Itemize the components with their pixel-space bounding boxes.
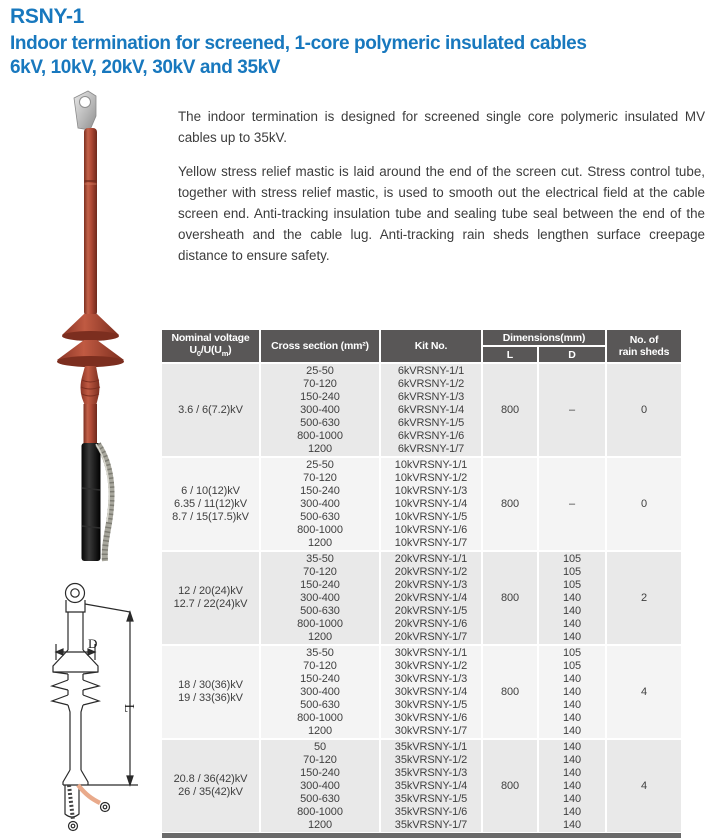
table-group [162, 364, 681, 456]
dim-d-cell-line: 105 [562, 659, 582, 672]
voltage-cell [162, 552, 259, 644]
cross-section-cell-line: 500-630 [300, 416, 340, 429]
col-header-dimensions: Dimensions(mm) [483, 330, 605, 345]
kit-no-cell-line: 20kVRSNY-1/2 [394, 565, 468, 578]
voltage-cell-line: 6.35 / 11(12)kV [174, 497, 247, 510]
kit-no-cell-line: 10kVRSNY-1/2 [394, 471, 468, 484]
kit-no-cell-line: 30kVRSNY-1/2 [394, 659, 468, 672]
kit-no-cell-line: 30kVRSNY-1/7 [394, 724, 468, 737]
rain-sheds-cell-line: 4 [640, 779, 648, 792]
rain-sheds-header-line1: No. of [629, 334, 659, 346]
kit-no-cell-line: 6kVRSNY-1/7 [397, 442, 465, 455]
cross-section-cell-line: 800-1000 [297, 711, 343, 724]
cross-section-cell [261, 740, 379, 832]
col-header-rain-sheds [607, 330, 681, 362]
dim-d-cell [539, 458, 605, 550]
voltage-header-line2: $U_0/U(U_m)$ [189, 343, 232, 359]
cross-section-cell-line: 800-1000 [297, 523, 343, 536]
kit-no-cell-line: 30kVRSNY-1/6 [394, 711, 468, 724]
dim-l-cell-line: 800 [500, 779, 520, 792]
kit-no-cell-line: 20kVRSNY-1/7 [394, 630, 468, 643]
kit-no-cell-line: 6kVRSNY-1/5 [397, 416, 465, 429]
description-paragraph-2: Yellow stress relief mastic is laid around the end of the screen cut. Stress control tube, together with stress relief mastic, is used to smooth out the electrical field at the cable screen end. Anti-tracking insulation tube and sealing tube seal between the end of the oversheath and the cable lug. Anti-tracking rain sheds lengthen surface creepage distance to ensure safety. [178, 164, 705, 263]
cross-section-cell-line: 1200 [307, 724, 333, 737]
voltage-cell-line: 3.6 / 6(7.2)kV [178, 403, 243, 416]
kit-no-cell-line: 10kVRSNY-1/7 [394, 536, 468, 549]
dim-d-cell-line: 140 [562, 818, 582, 831]
drawing-dim-d-label: D [88, 636, 98, 651]
dim-d-cell-line: 140 [562, 779, 582, 792]
kit-no-cell [381, 458, 481, 550]
cross-section-cell [261, 552, 379, 644]
kit-no-cell-line: 6kVRSNY-1/4 [397, 403, 465, 416]
dim-d-cell-line: 140 [562, 753, 582, 766]
cross-section-cell-line: 150-240 [300, 390, 340, 403]
kit-no-cell-line: 20kVRSNY-1/1 [394, 552, 468, 565]
cross-section-cell-line: 1200 [307, 630, 333, 643]
photo-rain-sheds [57, 314, 124, 367]
cross-section-cell-line: 70-120 [303, 565, 337, 578]
kit-no-cell-line: 10kVRSNY-1/4 [394, 497, 468, 510]
kit-no-cell-line: 10kVRSNY-1/5 [394, 510, 468, 523]
voltage-cell-line: 18 / 30(36)kV [178, 679, 243, 691]
dim-l-cell [483, 458, 537, 550]
cross-section-cell-line: 500-630 [300, 510, 340, 523]
dim-d-cell-line: – [568, 497, 576, 510]
voltage-header-line1: Nominal voltage [171, 331, 250, 344]
col-header-dim-l: L [483, 347, 537, 362]
table-bottom-bar [162, 833, 681, 838]
kit-no-cell-line: 6kVRSNY-1/1 [397, 364, 465, 377]
cross-section-cell-line: 70-120 [303, 659, 337, 672]
kit-no-cell-line: 10kVRSNY-1/3 [394, 484, 468, 497]
dim-d-cell [539, 552, 605, 644]
page-title-line2: 6kV, 10kV, 20kV, 30kV and 35kV [10, 57, 281, 78]
kit-no-cell-line: 20kVRSNY-1/4 [394, 591, 468, 604]
kit-no-cell [381, 646, 481, 738]
cross-section-cell-line: 800-1000 [297, 429, 343, 442]
kit-no-cell-line: 35kVRSNY-1/5 [394, 792, 468, 805]
dim-d-cell-line: 140 [562, 685, 582, 698]
cross-section-cell [261, 364, 379, 456]
kit-no-cell-line: 10kVRSNY-1/1 [394, 458, 468, 471]
rain-sheds-cell [607, 646, 681, 738]
dim-l-cell-line: 800 [500, 591, 520, 604]
cross-section-cell [261, 458, 379, 550]
dimension-drawing-graphic [16, 582, 166, 838]
col-header-dimensions-group [483, 330, 605, 362]
rain-sheds-cell [607, 740, 681, 832]
col-header-dim-d: D [539, 347, 605, 362]
dim-d-cell-line: 140 [562, 617, 582, 630]
rain-sheds-cell-line: 0 [640, 403, 648, 416]
rain-sheds-cell [607, 458, 681, 550]
col-header-cross-section: Cross section (mm²) [261, 330, 379, 362]
cross-section-cell-line: 1200 [307, 818, 333, 831]
cross-section-cell-line: 800-1000 [297, 805, 343, 818]
dim-d-cell-line: 140 [562, 805, 582, 818]
dim-d-cell-line: 105 [562, 578, 582, 591]
kit-no-cell [381, 552, 481, 644]
rain-sheds-cell-line: 4 [640, 685, 648, 698]
table-group [162, 646, 681, 738]
photo-cable-lug [74, 91, 96, 130]
rain-sheds-header-line2: rain sheds [618, 346, 670, 358]
termination-dimension-drawing [16, 582, 166, 838]
cross-section-cell-line: 150-240 [300, 766, 340, 779]
kit-no-cell-line: 35kVRSNY-1/6 [394, 805, 468, 818]
voltage-cell-line: 8.7 / 15(17.5)kV [172, 510, 249, 523]
dim-d-cell-line: 140 [562, 766, 582, 779]
voltage-cell-line: 6 / 10(12)kV [181, 484, 240, 497]
dim-d-cell-line: 105 [562, 646, 582, 659]
cross-section-cell-line: 500-630 [300, 604, 340, 617]
kit-no-cell [381, 740, 481, 832]
selection-table [162, 330, 681, 838]
dim-l-cell [483, 646, 537, 738]
kit-no-cell-line: 30kVRSNY-1/5 [394, 698, 468, 711]
kit-no-cell [381, 364, 481, 456]
rain-sheds-cell-line: 0 [640, 497, 648, 510]
cross-section-cell-line: 35-50 [306, 646, 334, 659]
rain-sheds-cell [607, 364, 681, 456]
dim-d-cell [539, 646, 605, 738]
dim-d-cell-line: 140 [562, 604, 582, 617]
drawing-dim-l [85, 604, 138, 785]
cross-section-cell-line: 35-50 [306, 552, 334, 565]
cross-section-cell-line: 1200 [307, 442, 333, 455]
cross-section-cell-line: 300-400 [300, 779, 340, 792]
voltage-cell-line: 20.8 / 36(42)kV [173, 773, 248, 785]
description-paragraph-1: The indoor termination is designed for screened single core polymeric insulated MV cables up to 35kV. [178, 109, 705, 145]
cross-section-cell-line: 70-120 [303, 753, 337, 766]
dim-l-cell [483, 552, 537, 644]
voltage-cell-line: 26 / 35(42)kV [178, 786, 243, 798]
cross-section-cell [261, 646, 379, 738]
voltage-cell-line: 12 / 20(24)kV [178, 585, 243, 597]
table-group [162, 552, 681, 644]
voltage-cell [162, 740, 259, 832]
kit-no-cell-line: 20kVRSNY-1/5 [394, 604, 468, 617]
dim-l-cell-line: 800 [500, 685, 520, 698]
kit-no-cell-line: 35kVRSNY-1/4 [394, 779, 468, 792]
table-body [162, 364, 681, 832]
cross-section-cell-line: 300-400 [300, 685, 340, 698]
kit-no-cell-line: 30kVRSNY-1/4 [394, 685, 468, 698]
voltage-cell [162, 646, 259, 738]
dim-d-cell [539, 740, 605, 832]
dim-d-cell-line: 140 [562, 711, 582, 724]
cross-section-cell-line: 800-1000 [297, 617, 343, 630]
kit-no-cell-line: 6kVRSNY-1/3 [397, 390, 465, 403]
kit-no-cell-line: 10kVRSNY-1/6 [394, 523, 468, 536]
cross-section-cell-line: 300-400 [300, 497, 340, 510]
dim-l-cell-line: 800 [500, 497, 520, 510]
rain-sheds-cell-line: 2 [640, 591, 648, 604]
product-code: RSNY-1 [10, 5, 85, 28]
kit-no-cell-line: 30kVRSNY-1/1 [394, 646, 468, 659]
dim-l-cell [483, 364, 537, 456]
col-header-nominal-voltage [162, 330, 259, 362]
kit-no-cell-line: 35kVRSNY-1/7 [394, 818, 468, 831]
kit-no-cell-line: 20kVRSNY-1/6 [394, 617, 468, 630]
dim-d-cell [539, 364, 605, 456]
termination-photo-graphic [30, 88, 160, 563]
table-group [162, 458, 681, 550]
kit-no-cell-line: 35kVRSNY-1/2 [394, 753, 468, 766]
dim-l-cell-line: 800 [500, 403, 520, 416]
photo-cable-and-braid [82, 443, 112, 561]
dim-d-cell-line: 140 [562, 740, 582, 753]
dim-d-cell-line: 105 [562, 552, 582, 565]
kit-no-cell-line: 35kVRSNY-1/1 [394, 740, 468, 753]
kit-no-cell-line: 35kVRSNY-1/3 [394, 766, 468, 779]
dim-d-cell-line: – [568, 403, 576, 416]
cross-section-cell-line: 50 [313, 740, 327, 753]
dim-d-cell-line: 105 [562, 565, 582, 578]
rain-sheds-cell [607, 552, 681, 644]
product-description [178, 106, 705, 279]
cross-section-cell-line: 25-50 [306, 458, 334, 471]
kit-no-cell-line: 6kVRSNY-1/6 [397, 429, 465, 442]
cross-section-cell-line: 150-240 [300, 578, 340, 591]
voltage-cell [162, 458, 259, 550]
photo-insulation-tube [84, 128, 97, 316]
termination-product-photo [30, 88, 160, 563]
drawing-cable-lug [66, 584, 86, 613]
drawing-cable-end [65, 785, 110, 831]
kit-no-cell-line: 20kVRSNY-1/3 [394, 578, 468, 591]
cross-section-cell-line: 150-240 [300, 672, 340, 685]
dim-d-cell-line: 140 [562, 672, 582, 685]
dim-l-cell [483, 740, 537, 832]
page-header [10, 4, 702, 80]
dim-d-cell-line: 140 [562, 698, 582, 711]
col-header-kit-no: Kit No. [381, 330, 481, 362]
cross-section-cell-line: 300-400 [300, 591, 340, 604]
cross-section-cell-line: 500-630 [300, 792, 340, 805]
table-header-row [162, 330, 681, 362]
dim-d-cell-line: 140 [562, 630, 582, 643]
voltage-cell-line: 12.7 / 22(24)kV [173, 598, 248, 610]
dim-d-cell-line: 140 [562, 724, 582, 737]
cross-section-cell-line: 70-120 [303, 471, 337, 484]
cross-section-cell-line: 70-120 [303, 377, 337, 390]
kit-no-cell-line: 30kVRSNY-1/3 [394, 672, 468, 685]
voltage-cell [162, 364, 259, 456]
voltage-cell-line: 19 / 33(36)kV [178, 692, 243, 704]
kit-no-cell-line: 6kVRSNY-1/2 [397, 377, 465, 390]
dim-d-cell-line: 140 [562, 591, 582, 604]
cross-section-cell-line: 500-630 [300, 698, 340, 711]
table-group [162, 740, 681, 832]
cross-section-cell-line: 1200 [307, 536, 333, 549]
photo-stress-control-tube [81, 366, 101, 446]
cross-section-cell-line: 150-240 [300, 484, 340, 497]
cross-section-cell-line: 300-400 [300, 403, 340, 416]
page-title [10, 32, 702, 80]
dim-d-cell-line: 140 [562, 792, 582, 805]
cross-section-cell-line: 25-50 [306, 364, 334, 377]
drawing-dim-l-label: L [121, 704, 136, 713]
page-title-line1: Indoor termination for screened, 1-core polymeric insulated cables [10, 33, 587, 54]
